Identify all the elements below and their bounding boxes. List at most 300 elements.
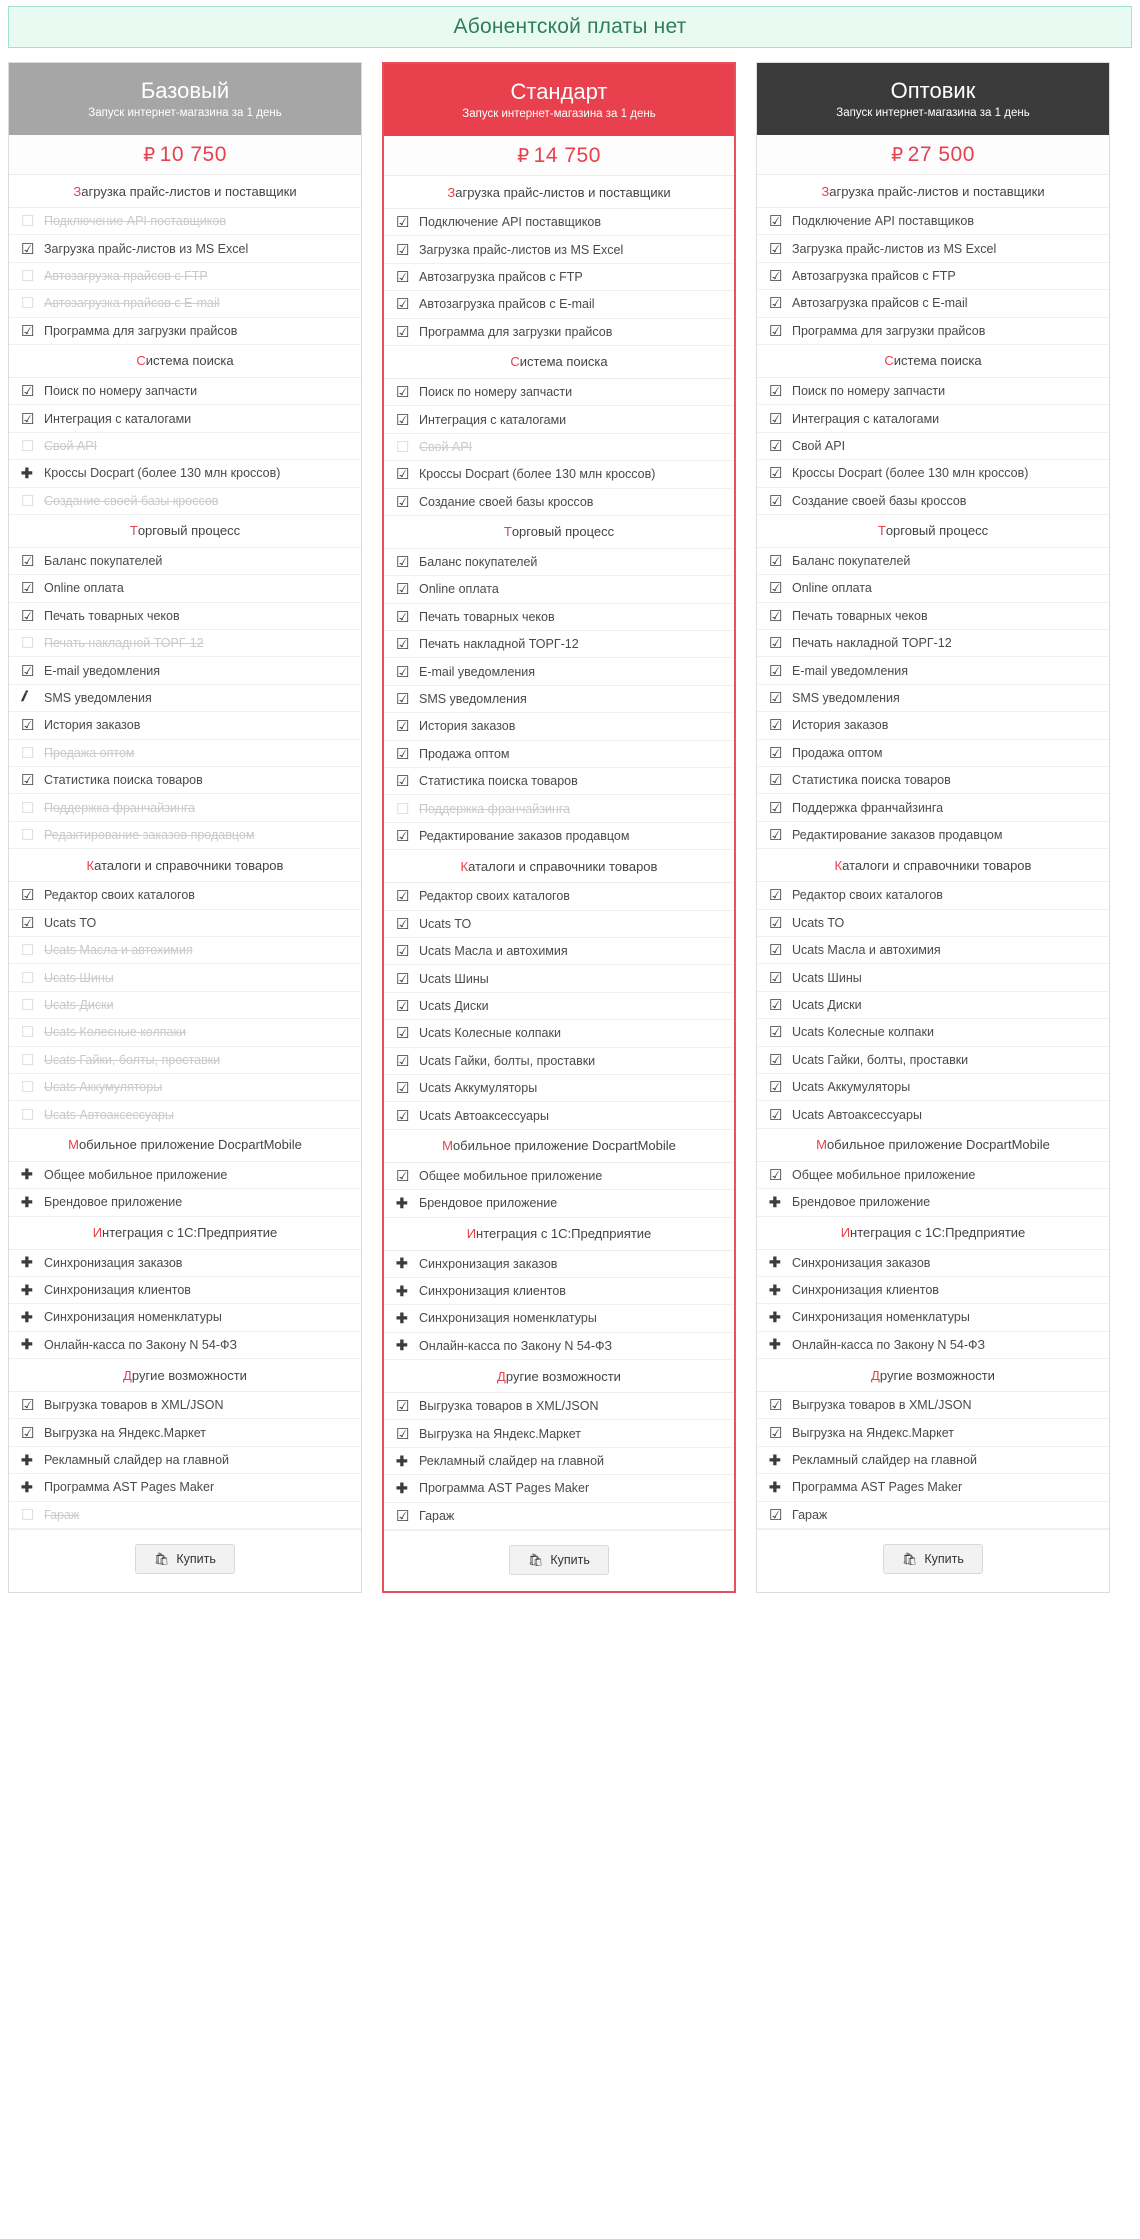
feature-label: Продажа оптом <box>792 745 883 760</box>
plus-icon <box>396 1310 416 1327</box>
feature-label: Рекламный слайдер на главной <box>792 1453 978 1468</box>
checkbox-checked-icon <box>769 996 789 1014</box>
feature-label: Печать товарных чеков <box>44 608 180 623</box>
plus-icon <box>769 1194 789 1211</box>
feature-row <box>384 741 734 768</box>
feature-row <box>384 993 734 1020</box>
feature-label: Создание своей базы кроссов <box>419 494 594 509</box>
checkbox-checked-icon <box>21 662 41 680</box>
feature-row <box>9 290 361 317</box>
plus-icon <box>21 1166 41 1183</box>
checkbox-checked-icon <box>396 915 416 933</box>
feature-label: Общее мобильное приложение <box>44 1167 228 1182</box>
feature-row <box>384 576 734 603</box>
section-title-initial: З <box>447 184 456 200</box>
section-title-rest: нтеграция с 1С:Предприятие <box>850 1225 1026 1240</box>
section-title-s1 <box>757 345 1109 378</box>
feature-row <box>757 740 1109 767</box>
checkbox-checked-icon <box>396 997 416 1015</box>
checkbox-checked-icon <box>396 295 416 313</box>
feature-label: Баланс покупателей <box>792 554 911 569</box>
section-title-s5 <box>9 1217 361 1250</box>
plan-subtitle: Запуск интернет-магазина за 1 день <box>462 107 656 120</box>
section-title-s2 <box>384 516 734 549</box>
section-title-initial: С <box>136 353 146 369</box>
checkbox-checked-icon <box>769 492 789 510</box>
feature-row <box>384 768 734 795</box>
checkbox-checked-icon <box>21 240 41 258</box>
feature-row <box>9 1074 361 1101</box>
buy-button-label: Купить <box>176 1552 216 1567</box>
checkbox-empty-icon <box>21 294 41 312</box>
plus-icon <box>396 1480 416 1497</box>
section-title-rest: истема поиска <box>893 353 982 369</box>
feature-row <box>757 685 1109 712</box>
feature-label: Редактирование заказов продавцом <box>792 828 1003 842</box>
checkbox-checked-icon <box>396 465 416 483</box>
section-title-initial: И <box>840 1225 851 1240</box>
feature-label: Автозагрузка прайсов с E-mail <box>44 296 220 311</box>
feature-row <box>9 1047 361 1074</box>
feature-row <box>384 658 734 685</box>
checkbox-checked-icon <box>769 886 789 904</box>
feature-row <box>384 1190 734 1217</box>
buy-button-wholesale[interactable] <box>883 1544 983 1574</box>
feature-label: Статистика поиска товаров <box>419 774 578 789</box>
feature-row <box>9 603 361 630</box>
feature-row <box>757 488 1109 515</box>
plan-price <box>891 143 975 167</box>
checkbox-checked-icon <box>396 411 416 429</box>
plus-icon <box>396 1337 416 1354</box>
feature-row <box>384 604 734 631</box>
feature-label: Ucats Масла и автохимия <box>792 943 941 958</box>
checkbox-checked-icon <box>396 1167 416 1185</box>
section-title-initial: Т <box>503 524 512 540</box>
feature-label: E-mail уведомления <box>44 663 161 678</box>
plan-price-row <box>9 135 361 175</box>
feature-row <box>384 319 734 346</box>
feature-row <box>757 405 1109 432</box>
feature-row <box>9 1419 361 1446</box>
info-icon <box>21 690 41 706</box>
feature-label: Синхронизация заказов <box>44 1255 183 1270</box>
plan-subtitle: Запуск интернет-магазина за 1 день <box>88 106 282 119</box>
feature-label: Автозагрузка прайсов с FTP <box>419 269 583 284</box>
plus-icon <box>769 1336 789 1353</box>
feature-label: Загрузка прайс-листов из MS Excel <box>44 241 249 256</box>
section-title-s0 <box>9 175 361 208</box>
section-title-s4 <box>757 1129 1109 1162</box>
checkbox-checked-icon <box>396 241 416 259</box>
feature-label: Подключение API поставщиков <box>419 215 601 230</box>
plus-icon <box>21 1452 41 1469</box>
feature-label: Гараж <box>792 1507 828 1522</box>
feature-row <box>757 910 1109 937</box>
checkbox-empty-icon <box>21 941 41 959</box>
plus-icon <box>396 1195 416 1212</box>
feature-label: Брендовое приложение <box>44 1195 183 1210</box>
feature-label: Поддержка франчайзинга <box>44 800 196 815</box>
feature-label: Online оплата <box>419 582 499 597</box>
buy-button-label: Купить <box>924 1552 964 1567</box>
feature-label: Онлайн-касса по Закону N 54-ФЗ <box>44 1337 238 1352</box>
feature-label: Синхронизация клиентов <box>792 1283 939 1298</box>
checkbox-empty-icon <box>21 492 41 510</box>
plus-icon <box>21 1336 41 1353</box>
feature-row <box>757 1250 1109 1277</box>
feature-row <box>384 461 734 488</box>
currency-symbol: ₽ <box>517 145 530 167</box>
feature-row <box>9 1019 361 1046</box>
price-amount: 14 750 <box>533 143 601 167</box>
feature-label: Ucats Колесные колпаки <box>419 1026 561 1041</box>
feature-row <box>9 488 361 515</box>
checkbox-checked-icon <box>769 1396 789 1414</box>
section-title-rest: обильное приложение DocpartMobile <box>78 1137 302 1153</box>
feature-row <box>757 1074 1109 1101</box>
feature-row <box>384 489 734 516</box>
checkbox-checked-icon <box>21 410 41 428</box>
feature-row <box>384 379 734 406</box>
section-title-s0 <box>384 176 734 209</box>
checkbox-checked-icon <box>769 240 789 258</box>
checkbox-checked-icon <box>396 635 416 653</box>
no-subscription-fee-banner <box>8 6 1132 48</box>
plus-icon <box>21 1194 41 1211</box>
feature-row <box>384 1020 734 1047</box>
checkbox-checked-icon <box>21 322 41 340</box>
feature-label: Ucats Аккумуляторы <box>44 1080 163 1095</box>
section-title-initial: Т <box>877 523 886 539</box>
section-title-initial: З <box>821 183 830 199</box>
checkbox-empty-icon <box>21 826 41 844</box>
feature-label: Свой API <box>44 438 98 453</box>
checkbox-checked-icon <box>769 914 789 932</box>
checkbox-empty-icon <box>21 799 41 817</box>
feature-row <box>757 1304 1109 1331</box>
checkbox-checked-icon <box>769 969 789 987</box>
feature-row <box>9 1162 361 1189</box>
feature-label: Интеграция с каталогами <box>44 411 192 426</box>
feature-row <box>384 264 734 291</box>
feature-label: Ucats Автоаксессуары <box>792 1107 922 1122</box>
buy-button-container <box>757 1529 1109 1590</box>
section-title-initial: З <box>73 183 82 199</box>
feature-label: Гараж <box>419 1508 455 1523</box>
feature-label: Ucats Аккумуляторы <box>419 1081 538 1096</box>
plan-header <box>757 63 1109 135</box>
checkbox-checked-icon <box>396 887 416 905</box>
section-title-initial: С <box>884 353 894 369</box>
checkbox-checked-icon <box>769 1424 789 1442</box>
checkbox-checked-icon <box>21 914 41 932</box>
feature-label: История заказов <box>792 718 889 733</box>
plus-icon <box>396 1255 416 1272</box>
plan-title: Базовый <box>140 77 230 103</box>
section-title-rest: нтеграция с 1С:Предприятие <box>102 1225 278 1240</box>
feature-row <box>757 1162 1109 1189</box>
feature-label: Online оплата <box>44 581 124 596</box>
buy-button-container <box>9 1529 361 1590</box>
checkbox-checked-icon <box>769 689 789 707</box>
checkbox-checked-icon <box>21 886 41 904</box>
feature-row <box>757 460 1109 487</box>
feature-label: Ucats Колесные колпаки <box>44 1025 186 1040</box>
feature-row <box>757 1419 1109 1446</box>
plus-icon <box>21 1309 41 1326</box>
feature-label: Брендовое приложение <box>792 1195 931 1210</box>
checkbox-checked-icon <box>769 579 789 597</box>
feature-label: Печать товарных чеков <box>792 608 928 623</box>
feature-row <box>757 433 1109 460</box>
feature-label: Печать накладной ТОРГ-12 <box>792 636 952 651</box>
checkbox-checked-icon <box>769 294 789 312</box>
feature-row <box>9 657 361 684</box>
checkbox-checked-icon <box>396 772 416 790</box>
feature-row <box>757 964 1109 991</box>
feature-label: История заказов <box>44 718 141 733</box>
feature-row <box>384 1393 734 1420</box>
checkbox-checked-icon <box>769 267 789 285</box>
checkbox-checked-icon <box>396 1079 416 1097</box>
feature-row <box>9 992 361 1019</box>
plus-icon <box>769 1254 789 1271</box>
feature-row <box>9 1277 361 1304</box>
section-title-initial: С <box>510 354 520 370</box>
buy-button-basic[interactable] <box>135 1544 235 1574</box>
plan-header <box>9 63 361 135</box>
feature-row <box>757 937 1109 964</box>
feature-label: Создание своей базы кроссов <box>44 493 219 508</box>
feature-row <box>9 1304 361 1331</box>
feature-label: Синхронизация клиентов <box>419 1284 566 1299</box>
feature-row <box>384 713 734 740</box>
checkbox-checked-icon <box>769 437 789 455</box>
feature-row <box>9 767 361 794</box>
checkbox-checked-icon <box>396 970 416 988</box>
plan-card-wholesale <box>756 62 1110 1593</box>
section-title-s3 <box>9 849 361 882</box>
checkbox-checked-icon <box>396 942 416 960</box>
checkbox-checked-icon <box>21 382 41 400</box>
checkbox-checked-icon <box>769 607 789 625</box>
plan-title: Стандарт <box>510 78 608 104</box>
checkbox-checked-icon <box>21 1396 41 1414</box>
feature-row <box>384 1305 734 1332</box>
feature-label: Автозагрузка прайсов с E-mail <box>419 297 595 312</box>
feature-label: История заказов <box>419 719 516 734</box>
feature-row <box>757 992 1109 1019</box>
section-title-rest: аталоги и справочники товаров <box>842 857 1032 873</box>
feature-label: Синхронизация номенклатуры <box>44 1310 222 1325</box>
section-title-rest: обильное приложение DocpartMobile <box>452 1138 676 1154</box>
checkbox-checked-icon <box>21 552 41 570</box>
feature-row <box>757 290 1109 317</box>
section-title-rest: истема поиска <box>145 353 234 369</box>
section-title-initial: Д <box>123 1367 132 1383</box>
section-title-rest: орговый процесс <box>885 523 989 539</box>
feature-row <box>757 1189 1109 1216</box>
checkbox-checked-icon <box>21 771 41 789</box>
section-title-s2 <box>9 515 361 548</box>
checkbox-checked-icon <box>769 382 789 400</box>
feature-label: Онлайн-касса по Закону N 54-ФЗ <box>792 1337 986 1352</box>
feature-label: Автозагрузка прайсов с FTP <box>792 268 956 283</box>
section-title-s6 <box>384 1360 734 1393</box>
section-title-s1 <box>384 346 734 379</box>
section-title-rest: обильное приложение DocpartMobile <box>826 1137 1050 1153</box>
checkbox-checked-icon <box>396 1507 416 1525</box>
section-title-initial: Д <box>871 1367 880 1383</box>
feature-row <box>757 378 1109 405</box>
feature-row <box>757 1447 1109 1474</box>
feature-label: Поиск по номеру запчасти <box>44 384 198 399</box>
feature-label: Подключение API поставщиков <box>792 214 974 229</box>
plan-price-row <box>384 136 734 176</box>
checkbox-checked-icon <box>21 579 41 597</box>
section-title-rest: агрузка прайс-листов и поставщики <box>455 184 671 200</box>
feature-row <box>757 548 1109 575</box>
feature-label: Выгрузка товаров в XML/JSON <box>792 1398 972 1413</box>
feature-row <box>384 686 734 713</box>
checkbox-checked-icon <box>769 464 789 482</box>
feature-label: Статистика поиска товаров <box>44 773 203 788</box>
feature-row <box>9 1189 361 1216</box>
feature-label: Ucats Шины <box>419 971 489 986</box>
cart-icon <box>154 1552 169 1566</box>
feature-label: Печать накладной ТОРГ-12 <box>44 636 204 651</box>
feature-label: Интеграция с каталогами <box>792 411 940 426</box>
feature-row <box>757 1392 1109 1419</box>
feature-row <box>9 208 361 235</box>
cart-icon <box>902 1552 917 1566</box>
feature-row <box>9 964 361 991</box>
feature-label: Ucats Шины <box>44 970 114 985</box>
feature-label: Ucats ТО <box>419 916 472 931</box>
feature-row <box>9 1250 361 1277</box>
section-title-rest: истема поиска <box>519 354 608 370</box>
feature-label: Загрузка прайс-листов из MS Excel <box>419 242 624 257</box>
section-title-rest: орговый процесс <box>137 523 241 539</box>
feature-label: Брендовое приложение <box>419 1196 558 1211</box>
checkbox-empty-icon <box>21 744 41 762</box>
feature-label: Программа для загрузки прайсов <box>792 323 986 338</box>
checkbox-checked-icon <box>396 1107 416 1125</box>
feature-row <box>384 1075 734 1102</box>
section-title-initial: К <box>460 858 469 874</box>
feature-label: Ucats Масла и автохимия <box>44 943 193 958</box>
feature-label: Online оплата <box>792 581 872 596</box>
feature-label: Ucats ТО <box>44 915 97 930</box>
feature-row <box>384 1102 734 1129</box>
feature-label: SMS уведомления <box>44 691 152 706</box>
section-title-initial: Т <box>129 523 138 539</box>
feature-label: Синхронизация клиентов <box>44 1283 191 1298</box>
plan-price <box>143 143 227 167</box>
feature-row <box>9 822 361 849</box>
feature-label: Редактор своих каталогов <box>44 888 195 903</box>
feature-row <box>384 406 734 433</box>
feature-label: Редактор своих каталогов <box>792 888 943 903</box>
feature-label: Ucats Гайки, болты, проставки <box>44 1052 221 1067</box>
plus-icon <box>396 1283 416 1300</box>
feature-row <box>9 882 361 909</box>
section-title-initial: К <box>834 857 843 873</box>
checkbox-checked-icon <box>396 745 416 763</box>
section-title-rest: ругие возможности <box>505 1368 621 1384</box>
checkbox-empty-icon <box>21 969 41 987</box>
feature-row <box>9 460 361 487</box>
section-title-s4 <box>9 1129 361 1162</box>
feature-row <box>9 1474 361 1501</box>
feature-label: Баланс покупателей <box>44 554 163 569</box>
section-title-s1 <box>9 345 361 378</box>
feature-label: Ucats Масла и автохимия <box>419 944 568 959</box>
currency-symbol: ₽ <box>143 144 156 166</box>
feature-row <box>384 434 734 461</box>
checkbox-checked-icon <box>396 268 416 286</box>
feature-label: Программа AST Pages Maker <box>792 1480 963 1495</box>
feature-row <box>757 767 1109 794</box>
feature-label: Продажа оптом <box>44 745 135 760</box>
feature-row <box>757 263 1109 290</box>
section-title-s3 <box>384 850 734 883</box>
feature-row <box>9 910 361 937</box>
buy-button-standard[interactable] <box>509 1545 609 1575</box>
section-title-s0 <box>757 175 1109 208</box>
feature-row <box>9 1332 361 1359</box>
checkbox-empty-icon <box>21 267 41 285</box>
feature-label: Программа для загрузки прайсов <box>419 324 613 339</box>
checkbox-empty-icon <box>21 1023 41 1041</box>
feature-label: Программа AST Pages Maker <box>44 1480 215 1495</box>
feature-label: Выгрузка на Яндекс.Маркет <box>792 1425 955 1440</box>
feature-label: Выгрузка на Яндекс.Маркет <box>419 1426 582 1441</box>
feature-label: Выгрузка товаров в XML/JSON <box>44 1398 224 1413</box>
feature-label: Ucats Диски <box>419 998 489 1013</box>
feature-label: Интеграция с каталогами <box>419 412 567 427</box>
section-title-initial: М <box>68 1137 79 1153</box>
plus-icon <box>769 1452 789 1469</box>
feature-label: Программа AST Pages Maker <box>419 1481 590 1496</box>
feature-label: Статистика поиска товаров <box>792 773 951 788</box>
feature-row <box>384 823 734 850</box>
feature-row <box>757 575 1109 602</box>
feature-label: Редактор своих каталогов <box>419 889 570 904</box>
feature-label: Баланс покупателей <box>419 555 538 570</box>
feature-label: Ucats Автоаксессуары <box>44 1107 174 1122</box>
feature-row <box>9 937 361 964</box>
feature-row <box>9 405 361 432</box>
feature-label: Ucats Аккумуляторы <box>792 1080 911 1095</box>
feature-label: SMS уведомления <box>419 692 527 707</box>
cart-icon <box>528 1553 543 1567</box>
feature-row <box>757 712 1109 739</box>
feature-row <box>384 965 734 992</box>
checkbox-checked-icon <box>769 322 789 340</box>
feature-row <box>9 378 361 405</box>
checkbox-checked-icon <box>396 717 416 735</box>
checkbox-empty-icon <box>396 800 416 818</box>
feature-label: Ucats Диски <box>792 997 862 1012</box>
checkbox-checked-icon <box>769 941 789 959</box>
section-title-rest: аталоги и справочники товаров <box>468 858 658 874</box>
buy-button-container <box>384 1530 734 1591</box>
feature-label: Кроссы Docpart (более 130 млн кроссов) <box>792 466 1029 481</box>
buy-button-label: Купить <box>550 1553 590 1568</box>
section-title-s5 <box>757 1217 1109 1250</box>
